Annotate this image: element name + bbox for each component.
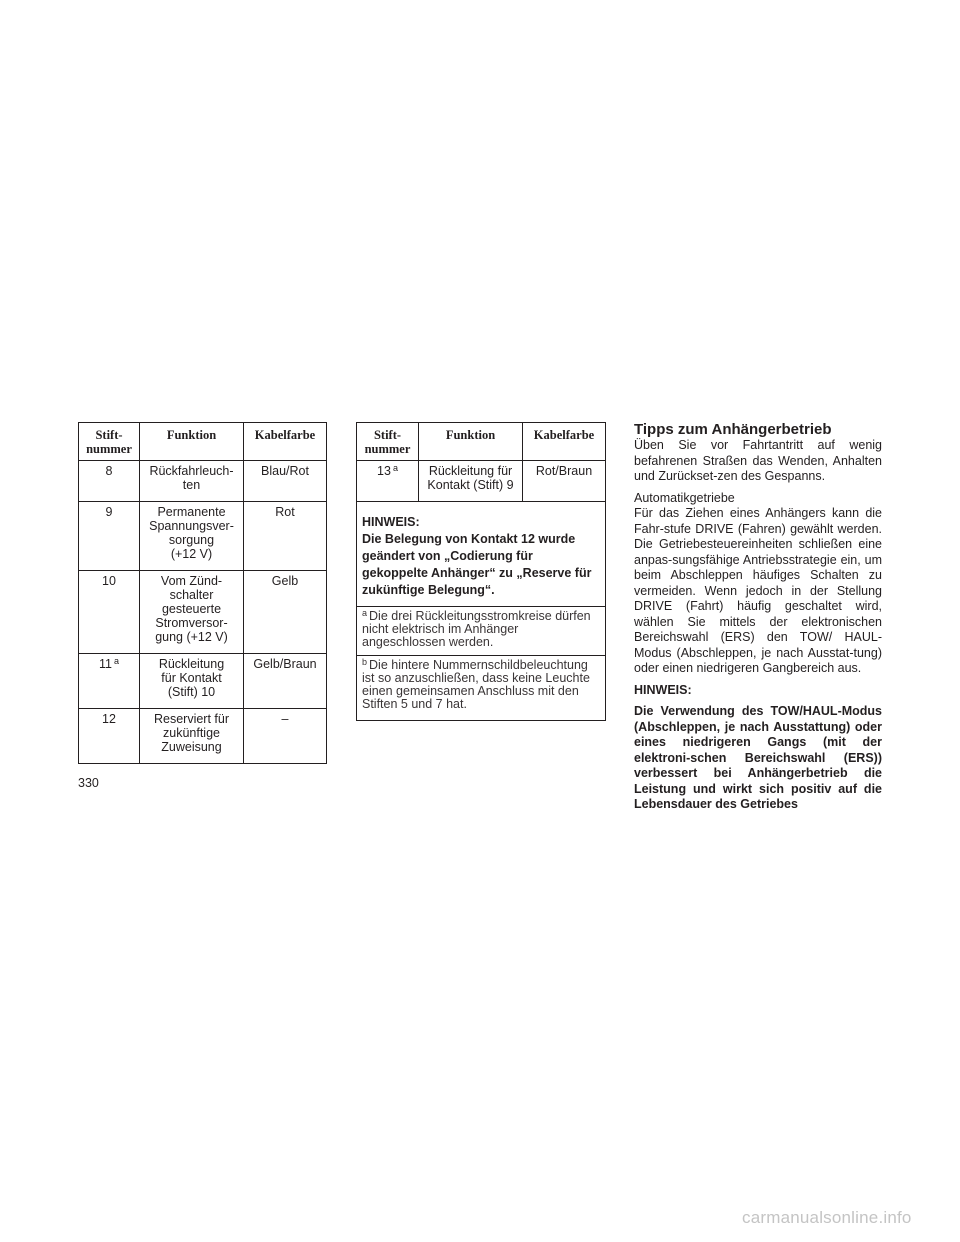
pin-number-cell (79, 571, 140, 654)
pin-number-cell (79, 709, 140, 764)
pin-number: 10 (102, 574, 116, 588)
table-header-row (79, 423, 327, 461)
section-heading: Tipps zum Anhängerbetrieb (634, 421, 832, 438)
header-wire-color: Kabelfarbe (523, 423, 606, 461)
table-row (79, 502, 327, 571)
table-row (79, 571, 327, 654)
wire-color-cell: Blau/Rot (244, 461, 327, 502)
pin-number-cell (357, 461, 419, 502)
table-row (79, 654, 327, 709)
pin-table-left (78, 422, 327, 764)
footnote-a (357, 607, 606, 656)
pin-number: 8 (105, 464, 113, 478)
pin-number-cell (79, 461, 140, 502)
pin-number-cell (79, 502, 140, 571)
body-paragraph: Für das Ziehen eines Anhängers kann die Fahr-stufe DRIVE (Fahren) gewählt werden. Die Getriebesteuereinheiten schließen eine anpas-sungsfähige Antriebsstrategie ein, um beim Abschleppen häufiges Schalten zu vermeiden. Wenn jedoch in der Stellung DRIVE (Fahrt) häufig geschaltet wird, wählen Sie mittels der elektronischen Bereichswahl (ERS) den TOW/ HAUL-Modus (Abschleppen, je nach Ausstat-tung) oder einen niedrigeren Gangbereich aus. (634, 506, 882, 675)
wire-color-cell: Gelb/Braun (244, 654, 327, 709)
function-cell: Rückfahrleuch- ten (140, 461, 244, 502)
footnote-text: Die drei Rückleitungsstromkreise dürfen nicht elektrisch im Anhänger angeschlossen werden. (362, 609, 591, 649)
header-function: Funktion (140, 423, 244, 461)
intro-paragraph: Üben Sie vor Fahrtantritt auf wenig befahrenen Straßen das Wenden, Anhalten und Zurückset-zen des Gespanns. (634, 438, 882, 483)
header-pin-number: Stift- nummer (79, 423, 140, 461)
wire-color-cell: Gelb (244, 571, 327, 654)
pin-table-right-body (357, 461, 606, 502)
function-cell: Vom Zünd- schalter gesteuerte Stromversor- gung (+12 V) (140, 571, 244, 654)
footnote-row (357, 656, 606, 721)
pin-number: 12 (102, 712, 116, 726)
pin-number: 13 (377, 464, 391, 478)
sub-heading: Automatikgetriebe (634, 490, 735, 505)
function-cell: Reserviert für zukünftige Zuweisung (140, 709, 244, 764)
wire-color-cell: – (244, 709, 327, 764)
header-wire-color: Kabelfarbe (244, 423, 327, 461)
watermark: carmanualsonline.info (742, 1208, 912, 1227)
wire-color-cell: Rot/Braun (523, 461, 606, 502)
table-row (79, 709, 327, 764)
footnote-mark: a (392, 463, 398, 473)
footnote-text: Die hintere Nummernschildbeleuchtung ist so anzuschließen, dass keine Leuchte einen gemeinsamen Anschluss mit den Stiften 5 und 7 hat. (362, 658, 590, 711)
pin-number: 11 (99, 657, 112, 671)
note-cell (357, 502, 606, 607)
pin-number: 9 (105, 505, 113, 519)
table-note-row (357, 502, 606, 607)
table-header-row (357, 423, 606, 461)
note-body: Die Verwendung des TOW/HAUL-Modus (Abschleppen, je nach Ausstattung) oder eines niedrigeren Gangs (mit der elektroni-schen Bereichswahl (ERS)) verbessert bei Anhängerbetrieb die Leistung und wirkt sich positiv auf die Lebensdauer des Getriebes (634, 704, 882, 811)
footnote-mark: a (113, 656, 119, 666)
pin-table-left-body (79, 461, 327, 764)
note-title: HINWEIS: (362, 515, 420, 529)
note-body: Die Belegung von Kontakt 12 wurde geändert von „Codierung für gekoppelte Anhänger“ zu „Reserve für zukünftige Belegung“. (362, 532, 592, 597)
footnote-mark: b (362, 657, 368, 667)
note-title: HINWEIS: (634, 682, 692, 697)
pin-table-right (356, 422, 606, 721)
function-cell: Rückleitung für Kontakt (Stift) 10 (140, 654, 244, 709)
footnote-row (357, 607, 606, 656)
function-cell: Rückleitung für Kontakt (Stift) 9 (419, 461, 523, 502)
table-row (79, 461, 327, 502)
trailer-tips-column (634, 422, 882, 813)
footnote-mark: a (362, 608, 368, 618)
table-row (357, 461, 606, 502)
wire-color-cell: Rot (244, 502, 327, 571)
header-pin-number: Stift- nummer (357, 423, 419, 461)
pin-number-cell (79, 654, 140, 709)
footnote-b (357, 656, 606, 721)
header-function: Funktion (419, 423, 523, 461)
page-number: 330 (78, 776, 99, 790)
function-cell: Permanente Spannungsver- sorgung (+12 V) (140, 502, 244, 571)
